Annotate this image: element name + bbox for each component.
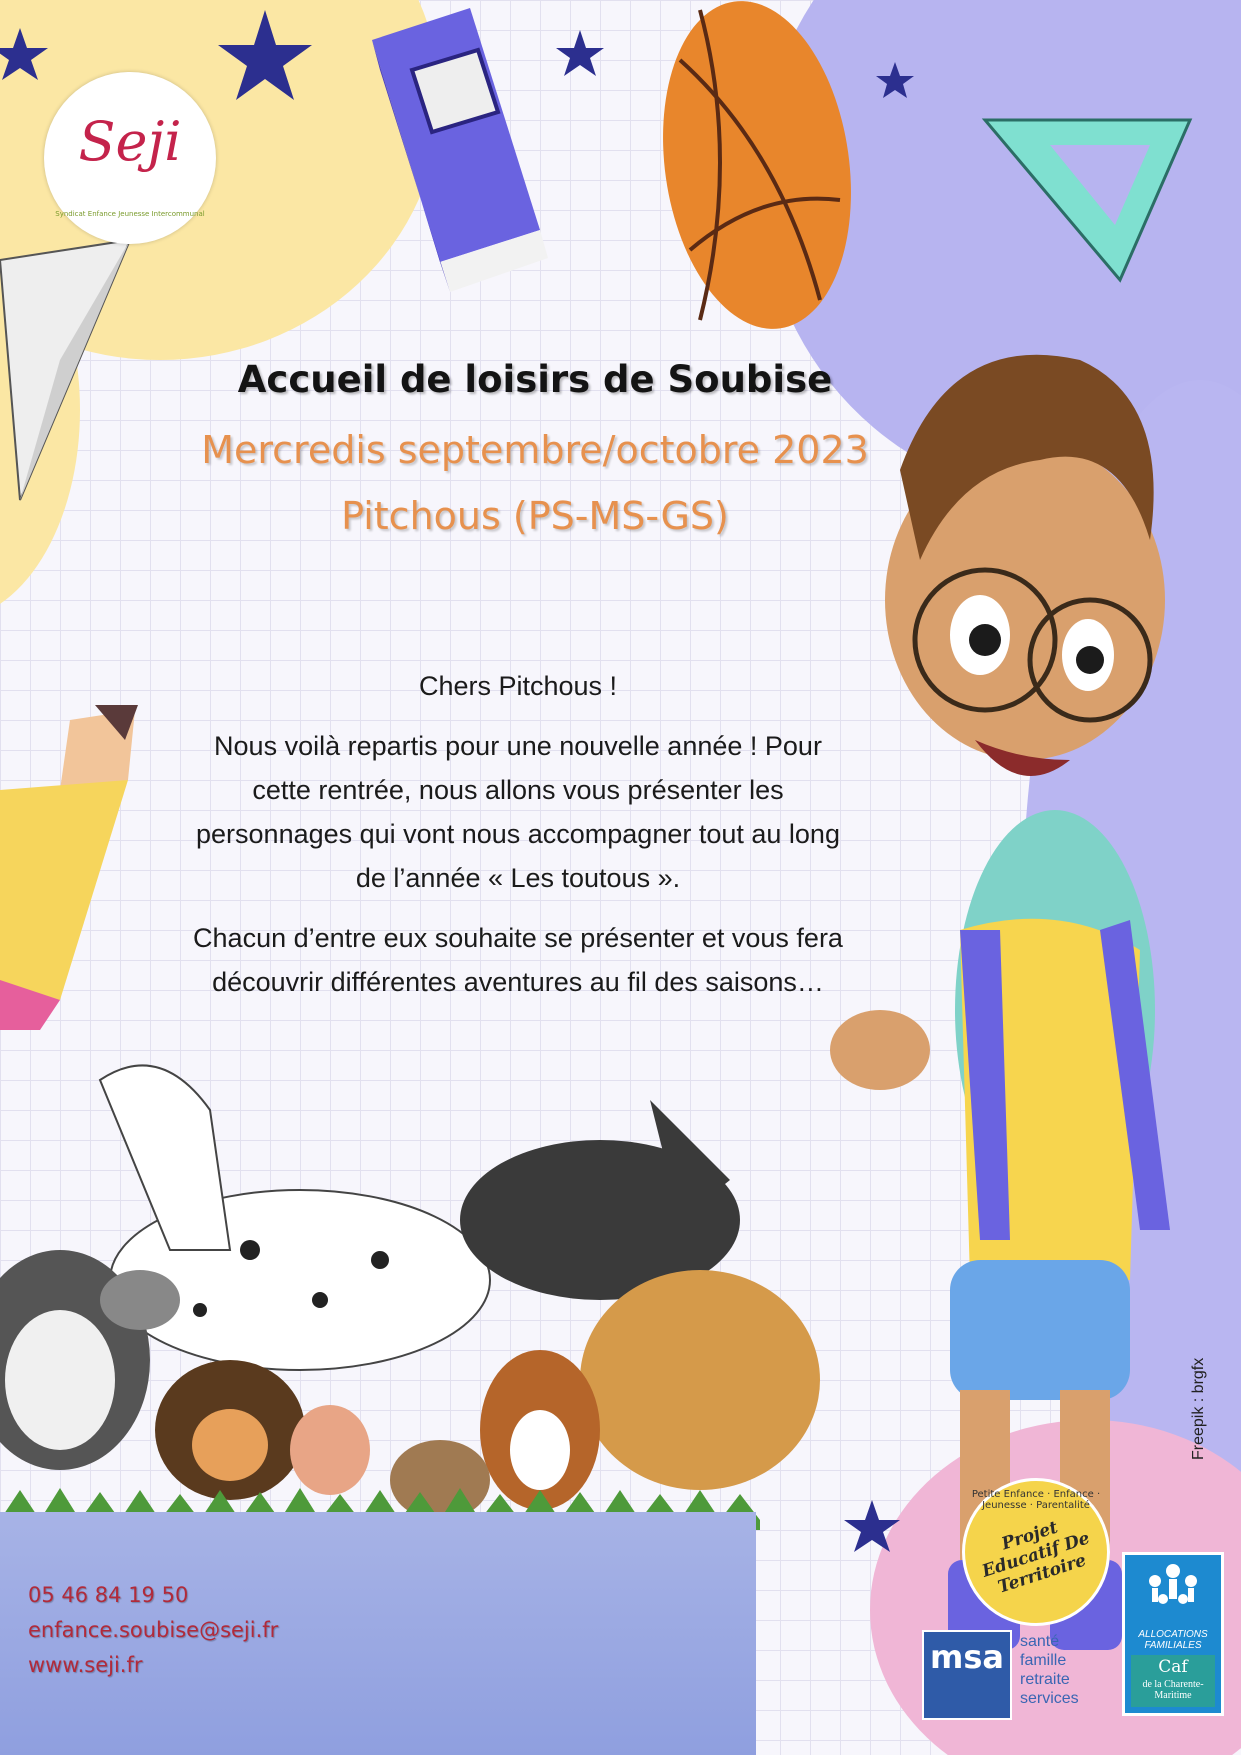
greeting: Chers Pitchous ! [418, 671, 618, 701]
paragraph-adventures: Chacun d’entre eux souhaite se présenter et vous fera découvrir différentes aventures au fil des saisons… [193, 923, 843, 997]
star-icon [876, 62, 914, 98]
seji-logo-word: Seji [78, 110, 182, 173]
subtitle-dates: Mercredis septembre/octobre 2023 [201, 428, 869, 472]
pencil-icon [0, 705, 138, 1030]
caf-word: Caf [1158, 1657, 1188, 1677]
caf-logo [1122, 1552, 1224, 1716]
caf-box [1131, 1655, 1215, 1707]
pedt-ring-text: Petite Enfance · Enfance · Jeunesse · Parentalité [971, 1489, 1101, 1511]
contact-website[interactable]: www.seji.fr [28, 1653, 143, 1677]
boy-character [830, 355, 1170, 1650]
seji-logo [44, 72, 216, 244]
msa-logo [922, 1630, 1012, 1720]
msa-tagline-line: famille [1020, 1652, 1067, 1669]
basketball-icon [643, 0, 871, 341]
star-icon [0, 28, 48, 80]
page-title: Accueil de loisirs de Soubise [237, 358, 833, 401]
family-icon [1125, 1555, 1221, 1627]
subtitle-group: Pitchous (PS-MS-GS) [341, 494, 729, 538]
pedt-center-text: Projet Educatif De Territoire [979, 1517, 1093, 1598]
ruler-triangle-icon [985, 120, 1190, 280]
star-icon [844, 1500, 900, 1552]
pedt-logo [962, 1478, 1110, 1626]
msa-tagline-line: santé [1020, 1633, 1060, 1650]
image-credit: Freepik : brgfx [1190, 1357, 1207, 1460]
caf-department: de la Charente-Maritime [1142, 1679, 1204, 1701]
star-icon [556, 30, 604, 76]
msa-tagline-line: retraite [1020, 1671, 1070, 1688]
book-icon [372, 8, 548, 292]
dogs-illustration [0, 1065, 820, 1530]
msa-tagline [1020, 1632, 1079, 1708]
seji-logo-tagline: Syndicat Enfance Jeunesse Intercommunal [55, 210, 205, 218]
star-icon [218, 10, 312, 100]
contact-phone[interactable]: 05 46 84 19 50 [28, 1583, 189, 1607]
letter-body [188, 664, 848, 1020]
msa-tagline-line: services [1020, 1690, 1079, 1707]
caf-alloc-text: ALLOCATIONS FAMILIALES [1138, 1629, 1208, 1651]
contact-email[interactable]: enfance.soubise@seji.fr [28, 1618, 279, 1642]
paragraph-intro: Nous voilà repartis pour une nouvelle année ! Pour cette rentrée, nous allons vous présenter les personnages qui vont nous accompagner tout au long de l’année « Les toutous ». [196, 731, 840, 893]
msa-logo-letters: msa [930, 1638, 1004, 1676]
